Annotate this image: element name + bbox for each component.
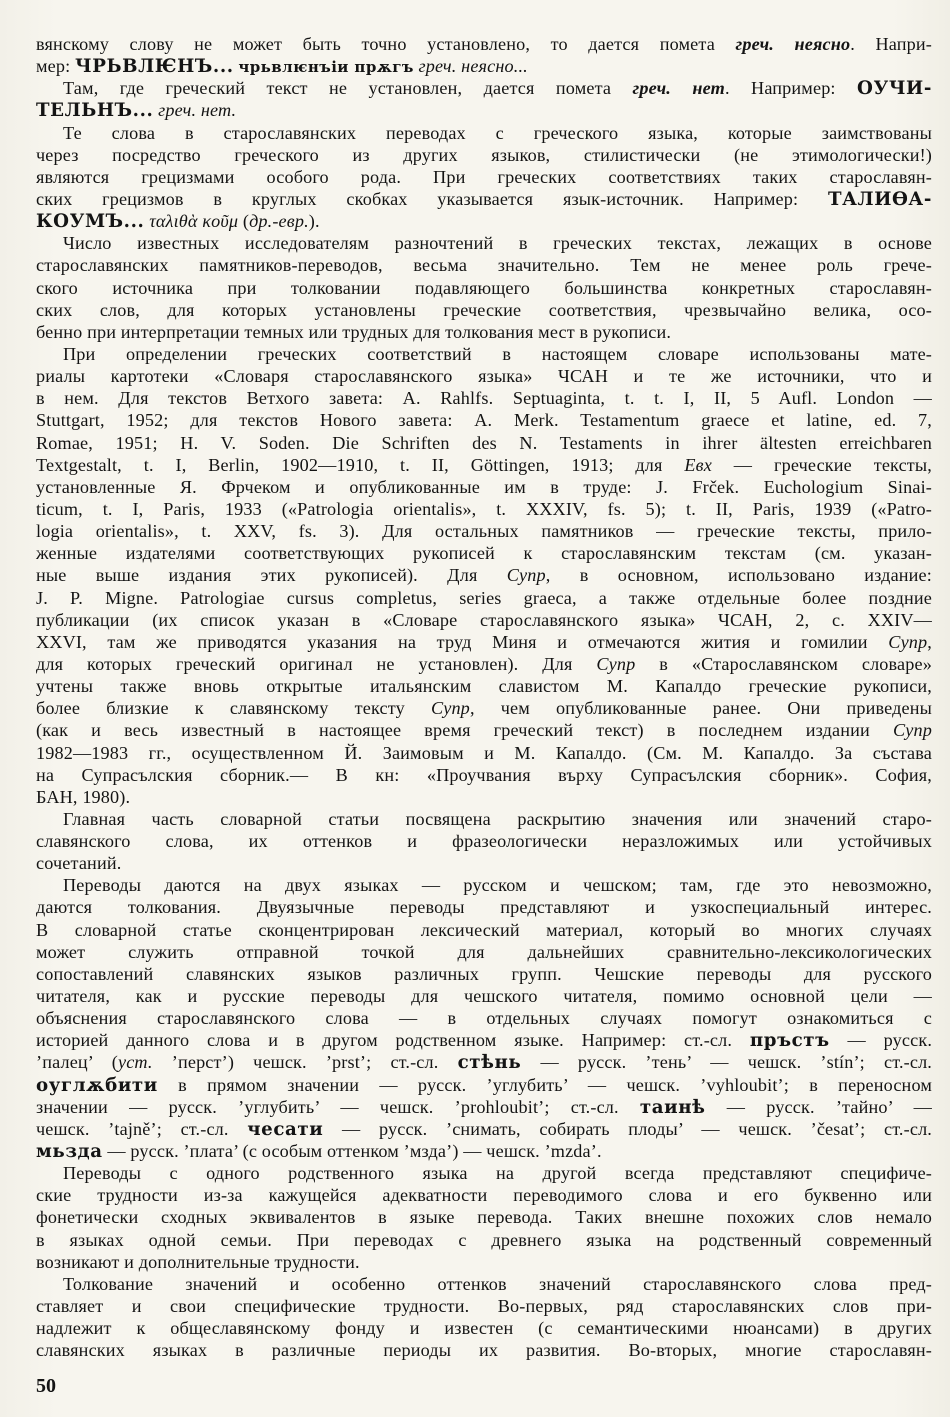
text-segment: — русск. <box>829 1030 933 1051</box>
italic-text: др.-евр. <box>249 211 309 232</box>
text-column <box>36 33 932 1361</box>
text-line <box>36 1339 932 1361</box>
text-line <box>36 1184 932 1206</box>
text-line <box>36 1051 932 1073</box>
old-slavonic-word: таинѣ <box>639 1096 706 1118</box>
text-line <box>36 232 932 254</box>
text-line <box>36 166 932 188</box>
text-line <box>36 719 932 741</box>
page-number: 50 <box>36 1375 56 1398</box>
text-line <box>36 299 932 321</box>
text-line <box>36 1229 932 1251</box>
text-segment: ( <box>238 211 250 232</box>
text-line <box>36 409 932 431</box>
text-segment: Те слова в старославянских переводах с греческого языка, которые заимствованы <box>63 122 932 143</box>
text-line <box>36 742 932 764</box>
text-segment: — греческие тексты, <box>711 454 932 475</box>
text-line <box>36 365 932 387</box>
text-segment: женные издателями соответствующих рукописей к старославянским текстам (см. указан- <box>36 543 932 564</box>
text-segment: ские трудности из-за кажущейся адекватности переводимого слова и его буквенно или <box>36 1185 932 1206</box>
text-line <box>36 919 932 941</box>
old-slavonic-word: чесати <box>247 1118 324 1140</box>
text-line <box>36 587 932 609</box>
text-segment: сочетаний. <box>36 853 122 874</box>
text-line <box>36 1007 932 1029</box>
text-segment: . Напри- <box>850 34 932 54</box>
text-line <box>36 254 932 276</box>
text-segment: славянского слова, их оттенков и фразеологически неразложимых или устойчивых <box>36 831 932 852</box>
text-segment: на Супрасълския сборник.— В кн: «Проучвания върху Супрасълския сборник». София, <box>36 764 932 785</box>
old-slavonic-small-word: чрьвлѥнъіи прѫгъ <box>238 58 414 77</box>
text-line <box>36 210 932 232</box>
text-segment: в языках одной семьи. При переводах с древнего языка на родственный современный <box>36 1229 932 1250</box>
text-segment: историей данного слова и в другом родственном языке. Например: ст.-сл. <box>36 1030 750 1051</box>
text-line <box>36 697 932 719</box>
text-segment: может служить отправной точкой для дальнейших сравнительно-лексикологических <box>36 941 932 962</box>
text-line <box>36 1295 932 1317</box>
text-segment: учтены также вновь открытые итальянским славистом М. Капалдо греческие рукописи, <box>36 676 932 697</box>
text-line <box>36 764 932 786</box>
text-line <box>36 387 932 409</box>
text-line <box>36 852 932 874</box>
text-segment: БАН, 1980). <box>36 786 131 807</box>
text-line <box>36 1118 932 1140</box>
italic-text: греч. неясно... <box>418 56 528 77</box>
text-segment: J. P. Migne. Patrologiae cursus completus, series graeca, а также отдельные более поздние <box>36 587 932 608</box>
text-line <box>36 1029 932 1051</box>
text-line <box>36 1096 932 1118</box>
text-line <box>36 1317 932 1339</box>
text-segment: в нем. Для текстов Ветхого завета: A. Rahlfs. Septuaginta, t. t. I, II, 5 Aufl. London — <box>36 388 932 409</box>
text-segment: даются толкования. Двуязычные переводы представляют и узкоспециальный интерес. <box>36 897 932 918</box>
text-segment: Romae, 1951; H. V. Soden. Die Schriften des N. Testaments in ihrer ältesten erreichbaren <box>36 432 932 453</box>
text-segment: в «Старославянском словаре» <box>635 653 932 674</box>
text-line <box>36 963 932 985</box>
text-line <box>36 609 932 631</box>
text-segment: 1982—1983 гг., осуществленном Й. Заимовым и М. Капалдо. (См. М. Капалдо. За състава <box>36 742 932 763</box>
old-slavonic-word: ОУЧИ- <box>857 78 932 100</box>
text-segment: ского источника при толковании подавляющего большинства конкретных старославян- <box>36 277 932 298</box>
text-line <box>36 941 932 963</box>
italic-text: греч. нет. <box>158 100 237 121</box>
text-segment: славянских языках в различные периоды их развития. Во-вторых, многие старославян- <box>36 1340 932 1361</box>
italic-text: Супр <box>430 698 470 719</box>
text-segment: — русск. ’тайно’ — <box>705 1096 932 1117</box>
text-segment: объяснения старославянского слова — в отдельных случаях помогут ознакомиться с <box>36 1008 932 1029</box>
text-line <box>36 321 932 343</box>
italic-text: Супр <box>506 565 546 586</box>
text-segment: Число известных исследователям разночтений в греческих текстах, лежащих в основе <box>63 233 932 254</box>
text-segment: читателя, как и русские переводы для чешского читателя, помимо основной цели — <box>36 986 932 1007</box>
text-segment: через посредство греческого из других языков, стилистически (не этимологически!) <box>36 144 932 165</box>
text-segment: в прямом значении — русск. ’углубить’ — чешск. ’vyhloubit’; в переносном <box>157 1074 932 1095</box>
text-segment: Переводы с одного родственного языка на другой всегда представляют специфиче- <box>63 1163 932 1184</box>
text-segment: сопоставлений славянских языков различных групп. Чешские переводы для русского <box>36 963 932 984</box>
text-segment: XXVI, там же приводятся указания на труд Миня и отмечаются жития и гомилии <box>36 631 889 652</box>
text-line <box>36 1074 932 1096</box>
italic-text: Супр <box>596 653 636 674</box>
text-line <box>36 675 932 697</box>
old-slavonic-word: ТАЛИѲА- <box>827 188 932 210</box>
text-line <box>36 1162 932 1184</box>
text-line <box>36 55 932 77</box>
text-segment: публикации (их список указан в «Словаре старославянского языка» ЧСАН, 2, с. XXIV— <box>36 609 932 630</box>
text-segment: являются грецизмами особого рода. При греческих соответствиях таких старославян- <box>36 166 932 187</box>
text-line <box>36 476 932 498</box>
text-segment: , в основном, использовано издание: <box>545 565 932 586</box>
text-segment: В словарной статье сконцентрирован лексический материал, который во многих случаях <box>36 919 932 940</box>
old-slavonic-word: стѣнь <box>457 1052 522 1074</box>
text-segment: возникают и дополнительные трудности. <box>36 1251 360 1272</box>
text-line <box>36 498 932 520</box>
text-segment: старославянских памятников-переводов, весьма значительно. Тем не менее роль грече- <box>36 255 932 276</box>
text-segment: ских грецизмов в круглых скобках указывается язык-источник. Например: <box>36 188 828 209</box>
text-line <box>36 99 932 121</box>
text-segment: . Например: <box>724 78 858 99</box>
old-slavonic-word: мьзда <box>36 1141 103 1163</box>
text-segment: Главная часть словарной статьи посвящена раскрытию значения или значений старо- <box>63 808 932 829</box>
text-line <box>36 653 932 675</box>
text-segment: для которых греческий оригинал не установлен). Для <box>36 653 597 674</box>
text-segment: logia orientalis», t. XXV, fs. 3). Для остальных памятников — греческие тексты, прило- <box>36 521 932 542</box>
text-line <box>36 1273 932 1295</box>
text-segment: , чем опубликованные ранее. Они приведены <box>469 698 932 719</box>
text-segment: Толкование значений и особенно оттенков значений старославянского слова пред- <box>63 1273 932 1294</box>
text-line <box>36 520 932 542</box>
text-segment: ). <box>308 211 320 232</box>
text-segment: риалы картотеки «Словаря старославянского языка» ЧСАН и те же источники, что и <box>36 366 932 387</box>
text-line <box>36 564 932 586</box>
italic-text: Евх <box>684 454 712 475</box>
text-line <box>36 1251 932 1273</box>
bold-italic-mark: греч. нет <box>632 78 725 99</box>
text-line <box>36 144 932 166</box>
text-segment: , <box>927 631 932 652</box>
italic-text: Супр <box>893 720 932 741</box>
text-line <box>36 277 932 299</box>
text-line <box>36 454 932 476</box>
text-line <box>36 896 932 918</box>
old-slavonic-word: оуглѫбити <box>36 1074 158 1096</box>
old-slavonic-word: ЧРЬВЛѤНЪ... <box>75 56 234 78</box>
old-slavonic-word: КОУМЪ... <box>36 211 145 233</box>
text-segment: вянскому слову не может быть точно установлено, то дается помета <box>36 34 736 54</box>
text-segment: более близкие к славянскому тексту <box>36 698 431 719</box>
text-segment: надлежит к общеславянскому фонду и известен (с семантическими нюансами) в других <box>36 1318 932 1339</box>
text-segment: Там, где греческий текст не установлен, дается помета <box>63 78 633 99</box>
text-segment: ских слов, для которых установлены греческие соответствия, чрезвычайно велика, осо- <box>36 299 932 320</box>
text-segment: установленные Я. Фрчеком и опубликованные им в труде: J. Frček. Euchologium Sinai- <box>36 476 932 497</box>
text-segment: — русск. ’снимать, собирать плоды’ — чешск. ’česat’; ст.-сл. <box>323 1118 932 1139</box>
italic-text: уст. <box>117 1052 153 1073</box>
text-segment: ’палец’ ( <box>36 1052 118 1073</box>
text-segment: мер: <box>36 56 76 77</box>
text-line <box>36 188 932 210</box>
text-line <box>36 808 932 830</box>
text-line <box>36 830 932 852</box>
text-segment: фонетически сходных эквивалентов в языке перевода. Таких внешне похожих слов немало <box>36 1207 932 1228</box>
text-segment: значении — русск. ’углубить’ — чешск. ’prohloubit’; ст.-сл. <box>36 1096 640 1117</box>
text-segment: (как и весь известный в настоящее время греческий текст) в последнем издании <box>36 720 893 741</box>
text-line <box>36 77 932 99</box>
old-slavonic-word: пръстъ <box>749 1030 830 1052</box>
text-line <box>36 542 932 564</box>
text-line <box>36 874 932 896</box>
text-segment: ticum, t. I, Paris, 1933 («Patrologia orientalis», t. XXXIV, fs. 5); t. II, Paris, 1939 («Patro- <box>36 498 932 519</box>
text-segment: Stuttgart, 1952; для текстов Нового завета: A. Merk. Testamentum graece et latine, ed. 7, <box>36 410 932 431</box>
text-line <box>36 985 932 1007</box>
text-line <box>36 1206 932 1228</box>
bold-italic-mark: греч. неясно <box>735 34 851 54</box>
text-line <box>36 1140 932 1162</box>
text-segment: — русск. ’тень’ — чешск. ’stín’; ст.-сл. <box>521 1052 932 1073</box>
text-segment: ’перст’) чешск. ’prst’; ст.-сл. <box>152 1052 458 1073</box>
italic-text: ταλιθὰ κοῦμ <box>149 211 239 232</box>
text-line <box>36 343 932 365</box>
text-line <box>36 33 932 55</box>
text-segment: При определении греческих соответствий в настоящем словаре использованы мате- <box>63 343 932 364</box>
text-segment: Textgestalt, t. I, Berlin, 1902—1910, t. II, Göttingen, 1913; для <box>36 454 685 475</box>
text-segment: ные выше издания этих рукописей). Для <box>36 565 507 586</box>
text-line <box>36 432 932 454</box>
text-segment: ставляет и свои специфические трудности. Во-первых, ряд старославянских слов при- <box>36 1296 932 1317</box>
text-line <box>36 786 932 808</box>
text-segment: чешск. ’tajně’; ст.-сл. <box>36 1118 248 1139</box>
text-segment: Переводы даются на двух языках — русском и чешском; там, где это невозможно, <box>63 875 932 896</box>
italic-text: Супр <box>888 631 928 652</box>
text-segment: — русск. ’плата’ (с особым оттенком ’мзда’) — чешск. ’mzda’. <box>102 1141 602 1162</box>
text-line <box>36 122 932 144</box>
old-slavonic-word: ТЕЛЬНЪ... <box>36 100 154 122</box>
text-segment: бенно при интерпретации темных или трудных для толкования мест в рукописи. <box>36 321 672 342</box>
text-line <box>36 631 932 653</box>
